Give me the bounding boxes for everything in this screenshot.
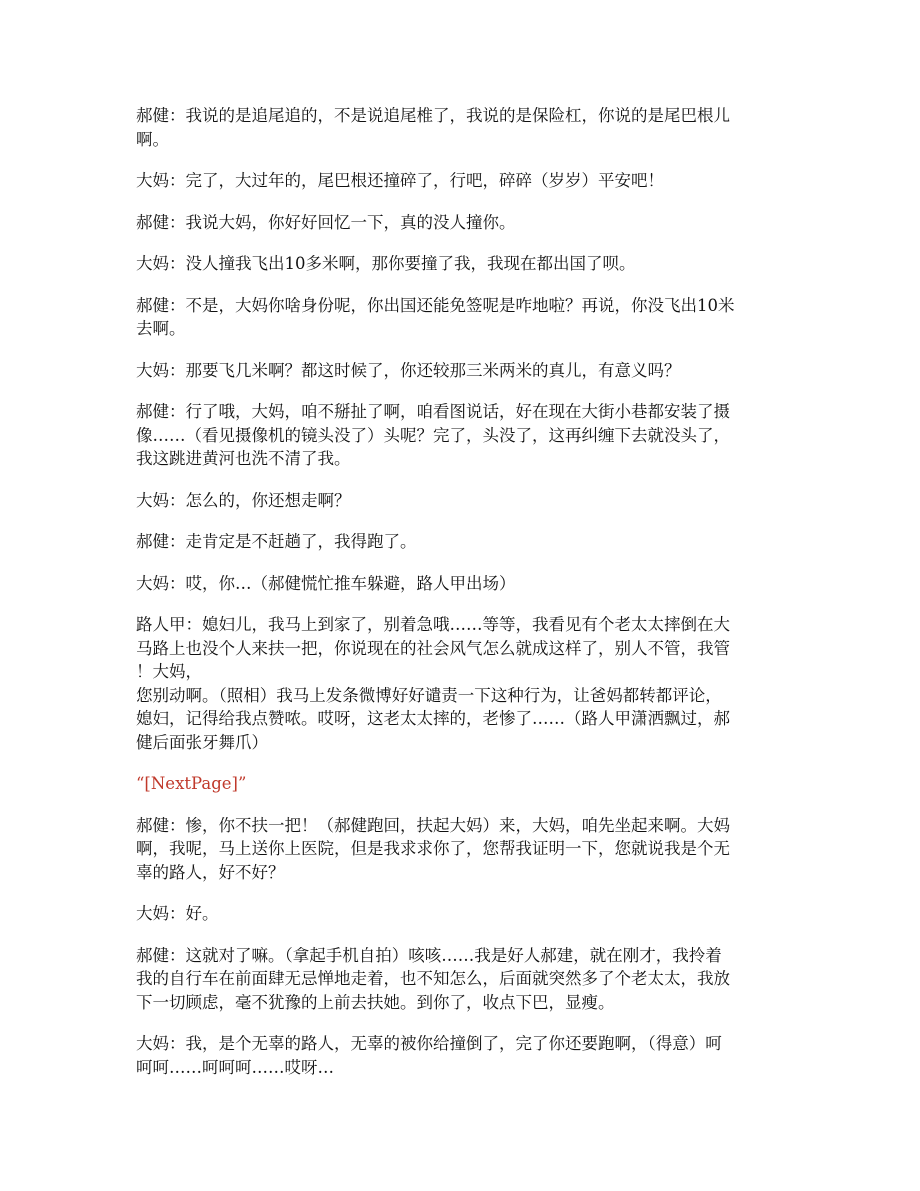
- dialogue-paragraph: 郝健：走肯定是不赶趟了，我得跑了。: [136, 532, 417, 551]
- dialogue-paragraph: 郝健：不是，大妈你啥身份呢，你出国还能免签呢是咋地啦？再说，你没飞出10米 去啊。: [136, 295, 735, 338]
- dialogue-paragraph: 大妈：怎么的，你还想走啊？: [136, 490, 351, 510]
- dialogue-paragraph: 大妈：完了，大过年的，尾巴根还撞碎了，行吧，碎碎（岁岁）平安吧！: [136, 171, 664, 190]
- document-page: [136, 104, 786, 1097]
- dialogue-paragraph: 大妈：好。: [136, 904, 219, 923]
- dialogue-paragraph: 路人甲：媳妇儿，我马上到家了，别着急哦……等等，我看见有个老太太摔倒在大 马路上也没个人来扶一把，你说现在的社会风气怎么就成这样了，别人不管，我管 ！大妈， 您别动啊。（照相）我马上发条微博好好谴责一下这种行为，让爸妈都转都评论， 媳妇，记得给我点赞哝。哎呀，这老太太摔的，老惨了……（路人甲潇洒飘过，郝 健后面张牙舞爪）: [136, 615, 730, 752]
- next-page-marker: “[NextPage]”: [136, 774, 247, 793]
- dialogue-paragraph: 郝健：我说大妈，你好好回忆一下，真的没人撞你。: [136, 212, 516, 232]
- dialogue-paragraph: 大妈：没人撞我飞出10多米啊，那你要撞了我，我现在都出国了呗。: [136, 254, 636, 273]
- dialogue-paragraph: 郝健：我说的是追尾追的，不是说追尾椎了，我说的是保险杠，你说的是尾巴根儿 啊。: [136, 106, 730, 149]
- dialogue-paragraph: 大妈：哎，你…（郝健慌忙推车躲避，路人甲出场）: [136, 573, 516, 593]
- dialogue-paragraph: 郝健：惨，你不扶一把！（郝健跑回，扶起大妈）来，大妈，咱先坐起来啊。大妈 啊，我呢，马上送你上医院，但是我求求你了，您帮我证明一下，您就说我是个无 辜的路人，好不好？: [136, 815, 730, 882]
- dialogue-paragraph: 郝健：这就对了嘛。（拿起手机自拍）咳咳……我是好人郝建，就在刚才，我拎着 我的自行车在前面肆无忌惮地走着，也不知怎么，后面就突然多了个老太太，我放 下一切顾虑，毫不犹豫的上前去扶她。到你了，收点下巴，显瘦。: [136, 945, 730, 1012]
- dialogue-paragraph: 郝健：行了哦，大妈，咱不掰扯了啊，咱看图说话，好在现在大街小巷都安装了摄 像……（看见摄像机的镜头没了）头呢？完了，头没了，这再纠缠下去就没头了， 我这跳进黄河也洗不清了我。: [136, 402, 730, 468]
- dialogue-paragraph: 大妈：那要飞几米啊？都这时候了，你还较那三米两米的真儿，有意义吗？: [136, 360, 681, 380]
- dialogue-paragraph: 大妈：我，是个无辜的路人，无辜的被你给撞倒了，完了你还要跑啊，（得意）呵 呵呵……呵呵呵……哎呀…: [136, 1034, 722, 1077]
